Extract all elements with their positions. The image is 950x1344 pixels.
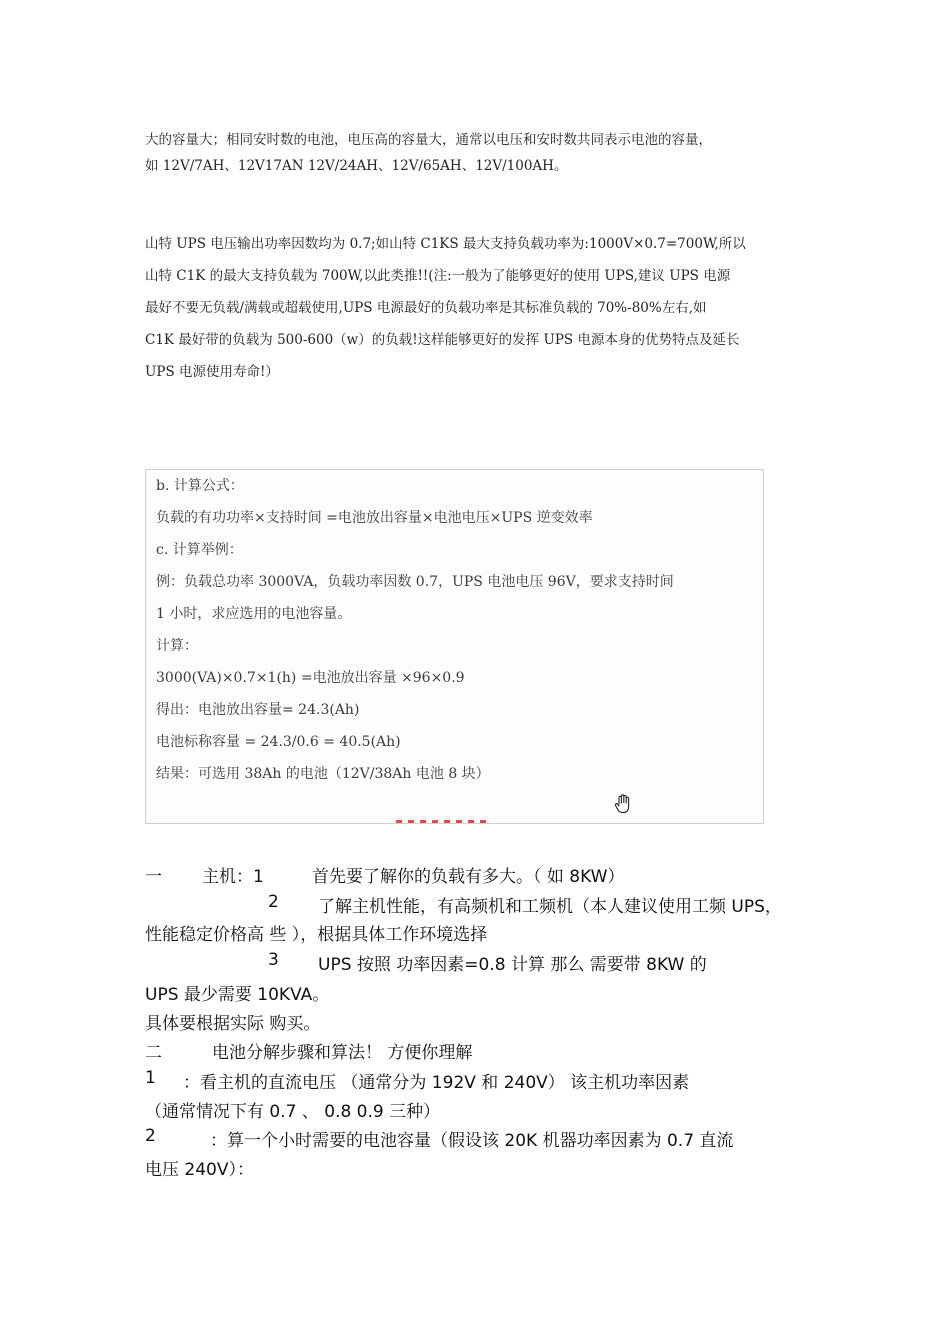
- step-number: 1: [145, 1068, 156, 1088]
- text-line: 具体要根据实际 购买。: [145, 1014, 321, 1034]
- figure-line: 结果：可选用 38Ah 的电池（12V/38Ah 电池 8 块）: [156, 766, 490, 782]
- figure-line: 例：负载总功率 3000VA，负载功率因数 0.7，UPS 电池电压 96V，要求支持时间: [156, 574, 674, 590]
- figure-line: c. 计算举例：: [156, 542, 243, 558]
- section-label: 主机：1: [202, 867, 264, 887]
- text-line: ：看主机的直流电压 （通常分为 192V 和 240V） 该主机功率因素: [183, 1073, 690, 1093]
- text-line: 山特 C1K 的最大支持负载为 700W,以此类推!!(注:一般为了能够更好的使用 UPS,建议 UPS 电源: [145, 268, 731, 284]
- paragraph-battery-capacity: [145, 127, 815, 179]
- figure-line: 负载的有功功率×支持时间 =电池放出容量×电池电压×UPS 逆变效率: [156, 510, 593, 526]
- item-number: 3: [268, 950, 279, 970]
- text-line: 大的容量大；相同安时数的电池，电压高的容量大，通常以电压和安时数共同表示电池的容量，: [145, 132, 712, 148]
- figure-line: 电池标称容量 = 24.3/0.6 = 40.5(Ah): [156, 734, 401, 750]
- text-line: 最好不要无负载/满载或超载使用,UPS 电源最好的负载功率是其标准负载的 70%-80%左右,如: [145, 300, 707, 316]
- text-line: 了解主机性能，有高频机和工频机（本人建议使用工频 UPS，: [318, 897, 782, 917]
- figure-line: 3000(VA)×0.7×1(h) =电池放出容量 ×96×0.9: [156, 670, 465, 686]
- clipped-red-text-decoration: [396, 820, 486, 823]
- text-line: UPS 按照 功率因素=0.8 计算 那么 需要带 8KW 的: [318, 955, 707, 975]
- section-number: 一: [145, 867, 162, 887]
- figure-line: 计算：: [156, 638, 198, 654]
- text-line: 电压 240V）：: [145, 1160, 254, 1180]
- figure-line: 得出：电池放出容量= 24.3(Ah): [156, 702, 360, 718]
- item-number: 2: [268, 892, 279, 912]
- figure-line: 1 小时，求应选用的电池容量。: [156, 606, 352, 622]
- text-line: （通常情况下有 0.7 、 0.8 0.9 三种）: [145, 1102, 441, 1122]
- calculation-example-image: [145, 469, 764, 824]
- text-line: 首先要了解你的负载有多大。（ 如 8KW）: [312, 867, 625, 887]
- step-number: 2: [145, 1126, 156, 1146]
- text-line: UPS 电源使用寿命!）: [145, 364, 279, 380]
- text-line: 性能稳定价格高 些 ），根据具体工作环境选择: [145, 925, 488, 945]
- section-number: 二: [145, 1043, 162, 1063]
- text-line: UPS 最少需要 10KVA。: [145, 985, 330, 1005]
- text-line: 山特 UPS 电压输出功率因数均为 0.7;如山特 C1KS 最大支持负载功率为:1000V×0.7=700W,所以: [145, 236, 746, 252]
- section-title: 电池分解步骤和算法！ 方便你理解: [212, 1043, 473, 1063]
- text-line: C1K 最好带的负载为 500-600（w）的负载!这样能够更好的发挥 UPS 电源本身的优势特点及延长: [145, 332, 740, 348]
- hand-pointer-icon: [612, 793, 634, 815]
- figure-line: b. 计算公式：: [156, 478, 244, 494]
- text-line: 如 12V/7AH、12V17AN 12V/24AH、12V/65AH、12V/100AH。: [145, 158, 568, 174]
- paragraph-santak-ups: [145, 228, 815, 388]
- text-line: ：算一个小时需要的电池容量（假设该 20K 机器功率因素为 0.7 直流: [210, 1131, 734, 1151]
